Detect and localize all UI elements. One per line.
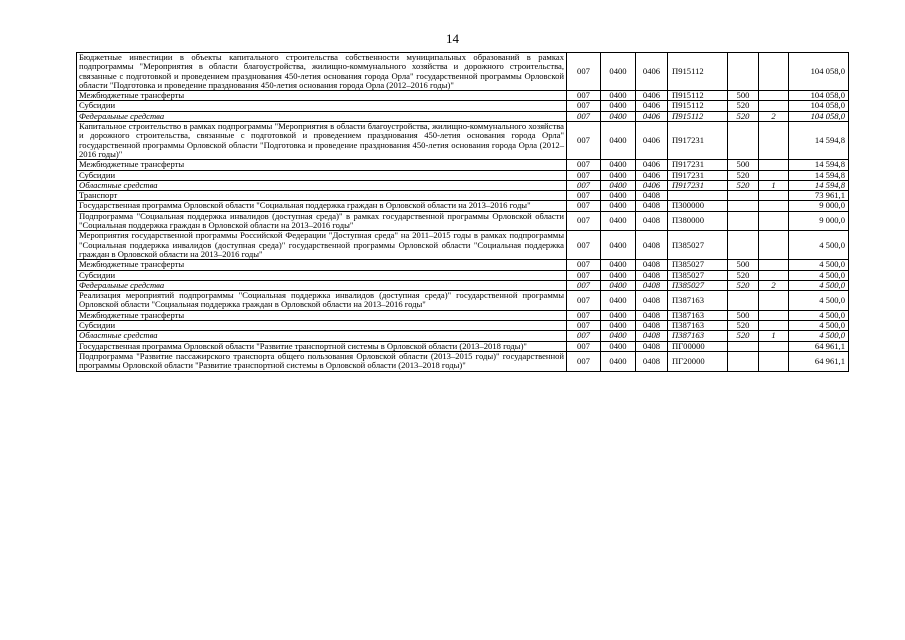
ministry-code: 007: [567, 201, 601, 211]
target-article-code: П380000: [668, 211, 728, 231]
amount: 4 500,0: [789, 260, 849, 270]
row-description: Областные средства: [77, 331, 567, 341]
table-row: [77, 101, 849, 111]
section-code: 0400: [601, 160, 636, 170]
table-row: [77, 270, 849, 280]
table-row: [77, 191, 849, 201]
table-row: [77, 231, 849, 260]
funding-source-code: 1: [759, 180, 789, 190]
target-article-code: П387163: [668, 321, 728, 331]
subsection-code: 0406: [636, 160, 668, 170]
ministry-code: 007: [567, 53, 601, 91]
table-row: [77, 160, 849, 170]
expense-type-code: 520: [728, 180, 759, 190]
subsection-code: 0408: [636, 331, 668, 341]
funding-source-code: 1: [759, 331, 789, 341]
section-code: 0400: [601, 91, 636, 101]
row-description: Подпрограмма "Социальная поддержка инвалидов (доступная среда)" в рамках государственной программы Орловской области "Социальная поддержка граждан в Орловской области на 2013–2016 годы": [77, 211, 567, 231]
funding-source-code: [759, 101, 789, 111]
amount: 4 500,0: [789, 321, 849, 331]
subsection-code: 0408: [636, 191, 668, 201]
section-code: 0400: [601, 231, 636, 260]
expense-type-code: 520: [728, 170, 759, 180]
section-code: 0400: [601, 53, 636, 91]
funding-source-code: [759, 122, 789, 160]
section-code: 0400: [601, 341, 636, 351]
target-article-code: П300000: [668, 201, 728, 211]
ministry-code: 007: [567, 122, 601, 160]
expense-type-code: [728, 291, 759, 311]
subsection-code: 0406: [636, 111, 668, 121]
amount: 4 500,0: [789, 270, 849, 280]
section-code: 0400: [601, 331, 636, 341]
amount: 4 500,0: [789, 331, 849, 341]
subsection-code: 0406: [636, 101, 668, 111]
expense-type-code: 500: [728, 160, 759, 170]
target-article-code: П385027: [668, 231, 728, 260]
amount: 4 500,0: [789, 291, 849, 311]
funding-source-code: [759, 260, 789, 270]
ministry-code: 007: [567, 321, 601, 331]
ministry-code: 007: [567, 160, 601, 170]
target-article-code: П917231: [668, 170, 728, 180]
amount: 104 058,0: [789, 53, 849, 91]
amount: 4 500,0: [789, 280, 849, 290]
table-row: [77, 111, 849, 121]
subsection-code: 0408: [636, 270, 668, 280]
ministry-code: 007: [567, 260, 601, 270]
funding-source-code: [759, 231, 789, 260]
amount: 14 594,8: [789, 180, 849, 190]
ministry-code: 007: [567, 180, 601, 190]
row-description: Федеральные средства: [77, 111, 567, 121]
table-row: [77, 280, 849, 290]
ministry-code: 007: [567, 111, 601, 121]
expense-type-code: [728, 201, 759, 211]
row-description: Государственная программа Орловской области "Развитие транспортной системы в Орловской области (2013–2018 годы)": [77, 341, 567, 351]
row-description: Транспорт: [77, 191, 567, 201]
expense-type-code: [728, 211, 759, 231]
section-code: 0400: [601, 191, 636, 201]
expense-type-code: 520: [728, 280, 759, 290]
funding-source-code: [759, 170, 789, 180]
target-article-code: П917231: [668, 180, 728, 190]
section-code: 0400: [601, 270, 636, 280]
row-description: Федеральные средства: [77, 280, 567, 290]
amount: 14 594,8: [789, 170, 849, 180]
section-code: 0400: [601, 351, 636, 371]
expense-type-code: [728, 341, 759, 351]
amount: 14 594,8: [789, 122, 849, 160]
row-description: Подпрограмма "Развитие пассажирского транспорта общего пользования Орловской области (2013–2015 годы)" государственной программы Орловской области "Развитие транспортной системы в Орловской области (2013–2018 годы)": [77, 351, 567, 371]
ministry-code: 007: [567, 91, 601, 101]
ministry-code: 007: [567, 211, 601, 231]
section-code: 0400: [601, 101, 636, 111]
expense-type-code: [728, 351, 759, 371]
target-article-code: ПГ00000: [668, 341, 728, 351]
subsection-code: 0408: [636, 351, 668, 371]
subsection-code: 0408: [636, 341, 668, 351]
expense-type-code: 520: [728, 270, 759, 280]
target-article-code: П915112: [668, 91, 728, 101]
funding-source-code: 2: [759, 280, 789, 290]
expense-type-code: 500: [728, 91, 759, 101]
amount: 64 961,1: [789, 341, 849, 351]
target-article-code: П915112: [668, 111, 728, 121]
amount: 4 500,0: [789, 231, 849, 260]
table-row: [77, 211, 849, 231]
row-description: Реализация мероприятий подпрограммы "Социальная поддержка инвалидов (доступная среда)" государственной программы Орловской области "Социальная поддержка граждан в Орловской области на 2013–2016 годы": [77, 291, 567, 311]
funding-source-code: [759, 321, 789, 331]
expense-type-code: [728, 231, 759, 260]
amount: 9 000,0: [789, 201, 849, 211]
row-description: Бюджетные инвестиции в объекты капитального строительства собственности муниципальных образований в рамках подпрограммы "Мероприятия в области благоустройства, жилищно-коммунального хозяйства и дорожного строительства, связанные с подготовкой и проведением празднования 450-летия основания города Орла" государственной программы Орловской области "Подготовка и проведение празднования 450-летия основания города Орла (2012–2016 годы)": [77, 53, 567, 91]
section-code: 0400: [601, 211, 636, 231]
subsection-code: 0408: [636, 211, 668, 231]
section-code: 0400: [601, 180, 636, 190]
subsection-code: 0408: [636, 321, 668, 331]
funding-source-code: [759, 211, 789, 231]
funding-source-code: [759, 270, 789, 280]
subsection-code: 0408: [636, 291, 668, 311]
section-code: 0400: [601, 111, 636, 121]
funding-source-code: [759, 91, 789, 101]
section-code: 0400: [601, 122, 636, 160]
row-description: Субсидии: [77, 170, 567, 180]
funding-source-code: [759, 291, 789, 311]
expense-type-code: 520: [728, 111, 759, 121]
expense-type-code: 500: [728, 310, 759, 320]
target-article-code: П917231: [668, 122, 728, 160]
expense-type-code: [728, 53, 759, 91]
table-row: [77, 351, 849, 371]
target-article-code: П915112: [668, 53, 728, 91]
target-article-code: П385027: [668, 280, 728, 290]
ministry-code: 007: [567, 280, 601, 290]
subsection-code: 0406: [636, 91, 668, 101]
section-code: 0400: [601, 170, 636, 180]
funding-source-code: [759, 53, 789, 91]
ministry-code: 007: [567, 170, 601, 180]
amount: 9 000,0: [789, 211, 849, 231]
ministry-code: 007: [567, 191, 601, 201]
amount: 73 961,1: [789, 191, 849, 201]
expense-type-code: [728, 122, 759, 160]
section-code: 0400: [601, 291, 636, 311]
target-article-code: П387163: [668, 291, 728, 311]
target-article-code: П915112: [668, 101, 728, 111]
funding-source-code: [759, 341, 789, 351]
subsection-code: 0408: [636, 280, 668, 290]
subsection-code: 0408: [636, 260, 668, 270]
subsection-code: 0406: [636, 170, 668, 180]
table-row: [77, 91, 849, 101]
section-code: 0400: [601, 321, 636, 331]
amount: 104 058,0: [789, 111, 849, 121]
target-article-code: П385027: [668, 270, 728, 280]
table-row: [77, 201, 849, 211]
subsection-code: 0408: [636, 231, 668, 260]
ministry-code: 007: [567, 291, 601, 311]
expense-type-code: 520: [728, 321, 759, 331]
table-row: [77, 122, 849, 160]
row-description: Капитальное строительство в рамках подпрограммы "Мероприятия в области благоустройства, жилищно-коммунального хозяйства и дорожного строительства, связанные с подготовкой и проведением празднования 450-летия основания города Орла" государственной программы Орловской области "Подготовка и проведение празднования 450-летия основания города Орла (2012–2016 годы)": [77, 122, 567, 160]
row-description: Межбюджетные трансферты: [77, 160, 567, 170]
table-row: [77, 310, 849, 320]
expense-type-code: 520: [728, 101, 759, 111]
row-description: Государственная программа Орловской области "Социальная поддержка граждан в Орловской области на 2013–2016 годы": [77, 201, 567, 211]
amount: 4 500,0: [789, 310, 849, 320]
target-article-code: [668, 191, 728, 201]
ministry-code: 007: [567, 331, 601, 341]
subsection-code: 0408: [636, 201, 668, 211]
ministry-code: 007: [567, 231, 601, 260]
target-article-code: П387163: [668, 310, 728, 320]
row-description: Межбюджетные трансферты: [77, 310, 567, 320]
ministry-code: 007: [567, 351, 601, 371]
table-row: [77, 291, 849, 311]
table-row: [77, 331, 849, 341]
ministry-code: 007: [567, 101, 601, 111]
ministry-code: 007: [567, 341, 601, 351]
amount: 64 961,1: [789, 351, 849, 371]
ministry-code: 007: [567, 270, 601, 280]
expense-type-code: 520: [728, 331, 759, 341]
table-row: [77, 341, 849, 351]
target-article-code: ПГ20000: [668, 351, 728, 371]
funding-source-code: [759, 160, 789, 170]
amount: 14 594,8: [789, 160, 849, 170]
table-row: [77, 321, 849, 331]
subsection-code: 0408: [636, 310, 668, 320]
table-row: [77, 53, 849, 91]
row-description: Межбюджетные трансферты: [77, 91, 567, 101]
row-description: Субсидии: [77, 270, 567, 280]
funding-source-code: [759, 201, 789, 211]
subsection-code: 0406: [636, 53, 668, 91]
row-description: Субсидии: [77, 321, 567, 331]
page-number: 14: [446, 31, 459, 46]
target-article-code: П387163: [668, 331, 728, 341]
table-row: [77, 260, 849, 270]
amount: 104 058,0: [789, 101, 849, 111]
target-article-code: П385027: [668, 260, 728, 270]
row-description: Мероприятия государственной программы Российской Федерации "Доступная среда" на 2011–2015 годы в рамках подпрограммы "Социальная поддержка инвалидов (доступная среда)" государственной программы Орловской области "Социальная поддержка граждан в Орловской области на 2013–2016 годы": [77, 231, 567, 260]
table-row: [77, 180, 849, 190]
section-code: 0400: [601, 260, 636, 270]
funding-source-code: [759, 310, 789, 320]
budget-table: [76, 52, 849, 372]
expense-type-code: [728, 191, 759, 201]
ministry-code: 007: [567, 310, 601, 320]
subsection-code: 0406: [636, 180, 668, 190]
row-description: Областные средства: [77, 180, 567, 190]
amount: 104 058,0: [789, 91, 849, 101]
target-article-code: П917231: [668, 160, 728, 170]
subsection-code: 0406: [636, 122, 668, 160]
row-description: Субсидии: [77, 101, 567, 111]
funding-source-code: 2: [759, 111, 789, 121]
section-code: 0400: [601, 310, 636, 320]
expense-type-code: 500: [728, 260, 759, 270]
table-row: [77, 170, 849, 180]
row-description: Межбюджетные трансферты: [77, 260, 567, 270]
section-code: 0400: [601, 280, 636, 290]
funding-source-code: [759, 351, 789, 371]
section-code: 0400: [601, 201, 636, 211]
funding-source-code: [759, 191, 789, 201]
